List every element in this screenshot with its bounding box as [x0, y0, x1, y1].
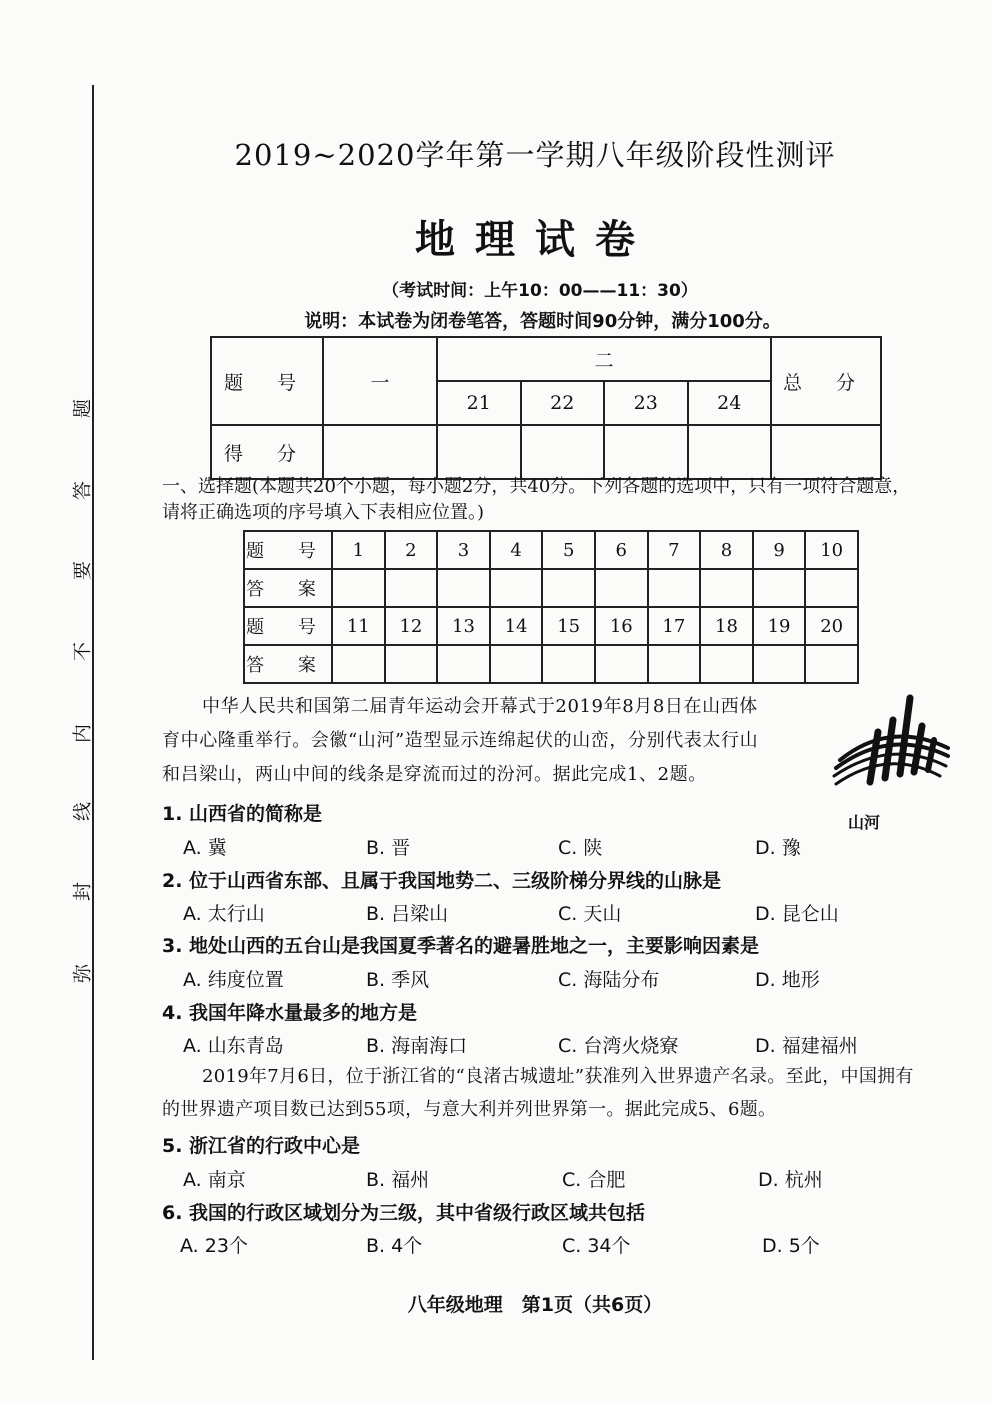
score-cell[interactable] — [688, 425, 772, 479]
section-heading: 一、选择题(本题共20个小题，每小题2分，共40分。下列各题的选项中，只有一项符合题意， — [162, 476, 911, 497]
question-3-option-d[interactable]: D. 地形 — [755, 969, 820, 991]
answer-num: 13 — [437, 607, 490, 645]
answer-cell[interactable] — [700, 645, 753, 683]
score-sub-item: 22 — [521, 381, 605, 425]
question-3-option-a[interactable]: A. 纬度位置 — [183, 969, 284, 991]
answer-num: 14 — [490, 607, 543, 645]
binding-char: 弥 — [71, 964, 94, 984]
answer-num: 18 — [700, 607, 753, 645]
score-cell[interactable] — [323, 425, 437, 479]
question-5-stem: 5. 浙江省的行政中心是 — [162, 1135, 361, 1157]
question-5-option-b[interactable]: B. 福州 — [366, 1169, 430, 1191]
answer-cell[interactable] — [648, 569, 701, 607]
answer-num: 3 — [437, 531, 490, 569]
question-6-option-b[interactable]: B. 4个 — [366, 1235, 423, 1257]
answer-num-label: 题 号 — [244, 607, 332, 645]
binding-char: 答 — [71, 481, 94, 501]
question-2-option-c[interactable]: C. 天山 — [558, 903, 622, 925]
answer-num: 8 — [700, 531, 753, 569]
logo-caption: 山河 — [848, 813, 881, 832]
answer-cell[interactable] — [753, 645, 806, 683]
answer-cell[interactable] — [490, 645, 543, 683]
score-row-label: 题 号 — [211, 337, 323, 425]
exam-note: 说明：本试卷为闭卷笔答，答题时间90分钟，满分100分。 — [304, 311, 781, 332]
answer-cell[interactable] — [648, 645, 701, 683]
exam-time: （考试时间：上午10：00——11：30） — [382, 281, 698, 301]
question-5-option-d[interactable]: D. 杭州 — [758, 1169, 823, 1191]
question-3-option-c[interactable]: C. 海陆分布 — [558, 969, 660, 991]
shanhe-logo-icon — [830, 690, 950, 800]
answer-num: 19 — [753, 607, 806, 645]
passage-1-line: 中华人民共和国第二届青年运动会开幕式于2019年8月8日在山西体 — [202, 696, 758, 717]
score-cell[interactable] — [771, 425, 881, 479]
answer-label: 答 案 — [244, 569, 332, 607]
answer-cell[interactable] — [385, 645, 438, 683]
exam-title: 2019~2020学年第一学期八年级阶段性测评 — [234, 138, 836, 172]
question-2-option-b[interactable]: B. 吕梁山 — [366, 903, 449, 925]
binding-char: 要 — [71, 561, 94, 581]
question-2-stem: 2. 位于山西省东部、且属于我国地势二、三级阶梯分界线的山脉是 — [162, 870, 722, 892]
question-4-option-c[interactable]: C. 台湾火烧寮 — [558, 1035, 679, 1057]
answer-num-label: 题 号 — [244, 531, 332, 569]
score-sub-item: 24 — [688, 381, 772, 425]
score-table — [210, 336, 882, 480]
answer-num: 20 — [805, 607, 858, 645]
binding-char: 线 — [71, 802, 94, 822]
answer-num: 15 — [542, 607, 595, 645]
answer-cell[interactable] — [437, 645, 490, 683]
answer-cell[interactable] — [437, 569, 490, 607]
question-4-option-d[interactable]: D. 福建福州 — [755, 1035, 858, 1057]
answer-num: 2 — [385, 531, 438, 569]
question-2-option-a[interactable]: A. 太行山 — [183, 903, 265, 925]
answer-num: 12 — [385, 607, 438, 645]
binding-char: 不 — [71, 642, 94, 662]
score-cell[interactable] — [521, 425, 605, 479]
question-1-stem: 1. 山西省的简称是 — [162, 803, 323, 825]
passage-2-line: 2019年7月6日，位于浙江省的“良渚古城遗址”获准列入世界遗产名录。至此，中国拥有 — [202, 1066, 914, 1087]
answer-label: 答 案 — [244, 645, 332, 683]
question-3-stem: 3. 地处山西的五台山是我国夏季著名的避暑胜地之一，主要影响因素是 — [162, 935, 760, 957]
answer-cell[interactable] — [595, 569, 648, 607]
passage-2-line: 的世界遗产项目数已达到55项，与意大利并列世界第一。据此完成5、6题。 — [162, 1099, 777, 1120]
answer-cell[interactable] — [805, 645, 858, 683]
answer-num: 6 — [595, 531, 648, 569]
answer-num: 4 — [490, 531, 543, 569]
score-part-two: 二 — [437, 337, 771, 381]
answer-cell[interactable] — [700, 569, 753, 607]
answer-cell[interactable] — [595, 645, 648, 683]
score-sub-item: 21 — [437, 381, 521, 425]
question-3-option-b[interactable]: B. 季风 — [366, 969, 430, 991]
binding-char: 题 — [71, 399, 94, 419]
passage-1-line: 和吕梁山，两山中间的线条是穿流而过的汾河。据此完成1、2题。 — [162, 764, 707, 785]
question-6-option-d[interactable]: D. 5个 — [762, 1235, 820, 1257]
answer-num: 10 — [805, 531, 858, 569]
question-6-stem: 6. 我国的行政区域划分为三级，其中省级行政区域共包括 — [162, 1202, 646, 1224]
answer-num: 5 — [542, 531, 595, 569]
answer-cell[interactable] — [542, 645, 595, 683]
answer-cell[interactable] — [753, 569, 806, 607]
binding-char: 封 — [71, 882, 94, 902]
score-part-one: 一 — [323, 337, 437, 425]
answer-cell[interactable] — [332, 645, 385, 683]
subject-title: 地理试卷 — [415, 217, 655, 263]
question-1-option-a[interactable]: A. 冀 — [183, 837, 227, 859]
question-1-option-d[interactable]: D. 豫 — [755, 837, 801, 859]
question-1-option-b[interactable]: B. 晋 — [366, 837, 411, 859]
question-6-option-a[interactable]: A. 23个 — [180, 1235, 248, 1257]
section-heading-line2: 请将正确选项的序号填入下表相应位置。) — [162, 502, 485, 523]
answer-num: 1 — [332, 531, 385, 569]
answer-table — [243, 530, 859, 684]
answer-num: 9 — [753, 531, 806, 569]
question-1-option-c[interactable]: C. 陕 — [558, 837, 603, 859]
question-4-option-b[interactable]: B. 海南海口 — [366, 1035, 468, 1057]
question-5-option-c[interactable]: C. 合肥 — [562, 1169, 626, 1191]
answer-cell[interactable] — [332, 569, 385, 607]
question-2-option-d[interactable]: D. 昆仑山 — [755, 903, 839, 925]
page-footer: 八年级地理 第1页（共6页） — [407, 1294, 663, 1316]
answer-cell[interactable] — [805, 569, 858, 607]
score-sub-item: 23 — [604, 381, 688, 425]
question-6-option-c[interactable]: C. 34个 — [562, 1235, 631, 1257]
score-cell[interactable] — [437, 425, 521, 479]
answer-num: 7 — [648, 531, 701, 569]
answer-cell[interactable] — [542, 569, 595, 607]
score-cell[interactable] — [604, 425, 688, 479]
answer-num: 11 — [332, 607, 385, 645]
score-row-label: 得 分 — [211, 425, 323, 479]
answer-num: 17 — [648, 607, 701, 645]
answer-num: 16 — [595, 607, 648, 645]
question-4-stem: 4. 我国年降水量最多的地方是 — [162, 1002, 418, 1024]
question-4-option-a[interactable]: A. 山东青岛 — [183, 1035, 284, 1057]
binding-char: 内 — [71, 724, 94, 744]
score-total-label: 总 分 — [771, 337, 881, 425]
answer-cell[interactable] — [385, 569, 438, 607]
question-5-option-a[interactable]: A. 南京 — [183, 1169, 246, 1191]
answer-cell[interactable] — [490, 569, 543, 607]
passage-1-line: 育中心隆重举行。会徽“山河”造型显示连绵起伏的山峦，分别代表太行山 — [162, 730, 759, 751]
